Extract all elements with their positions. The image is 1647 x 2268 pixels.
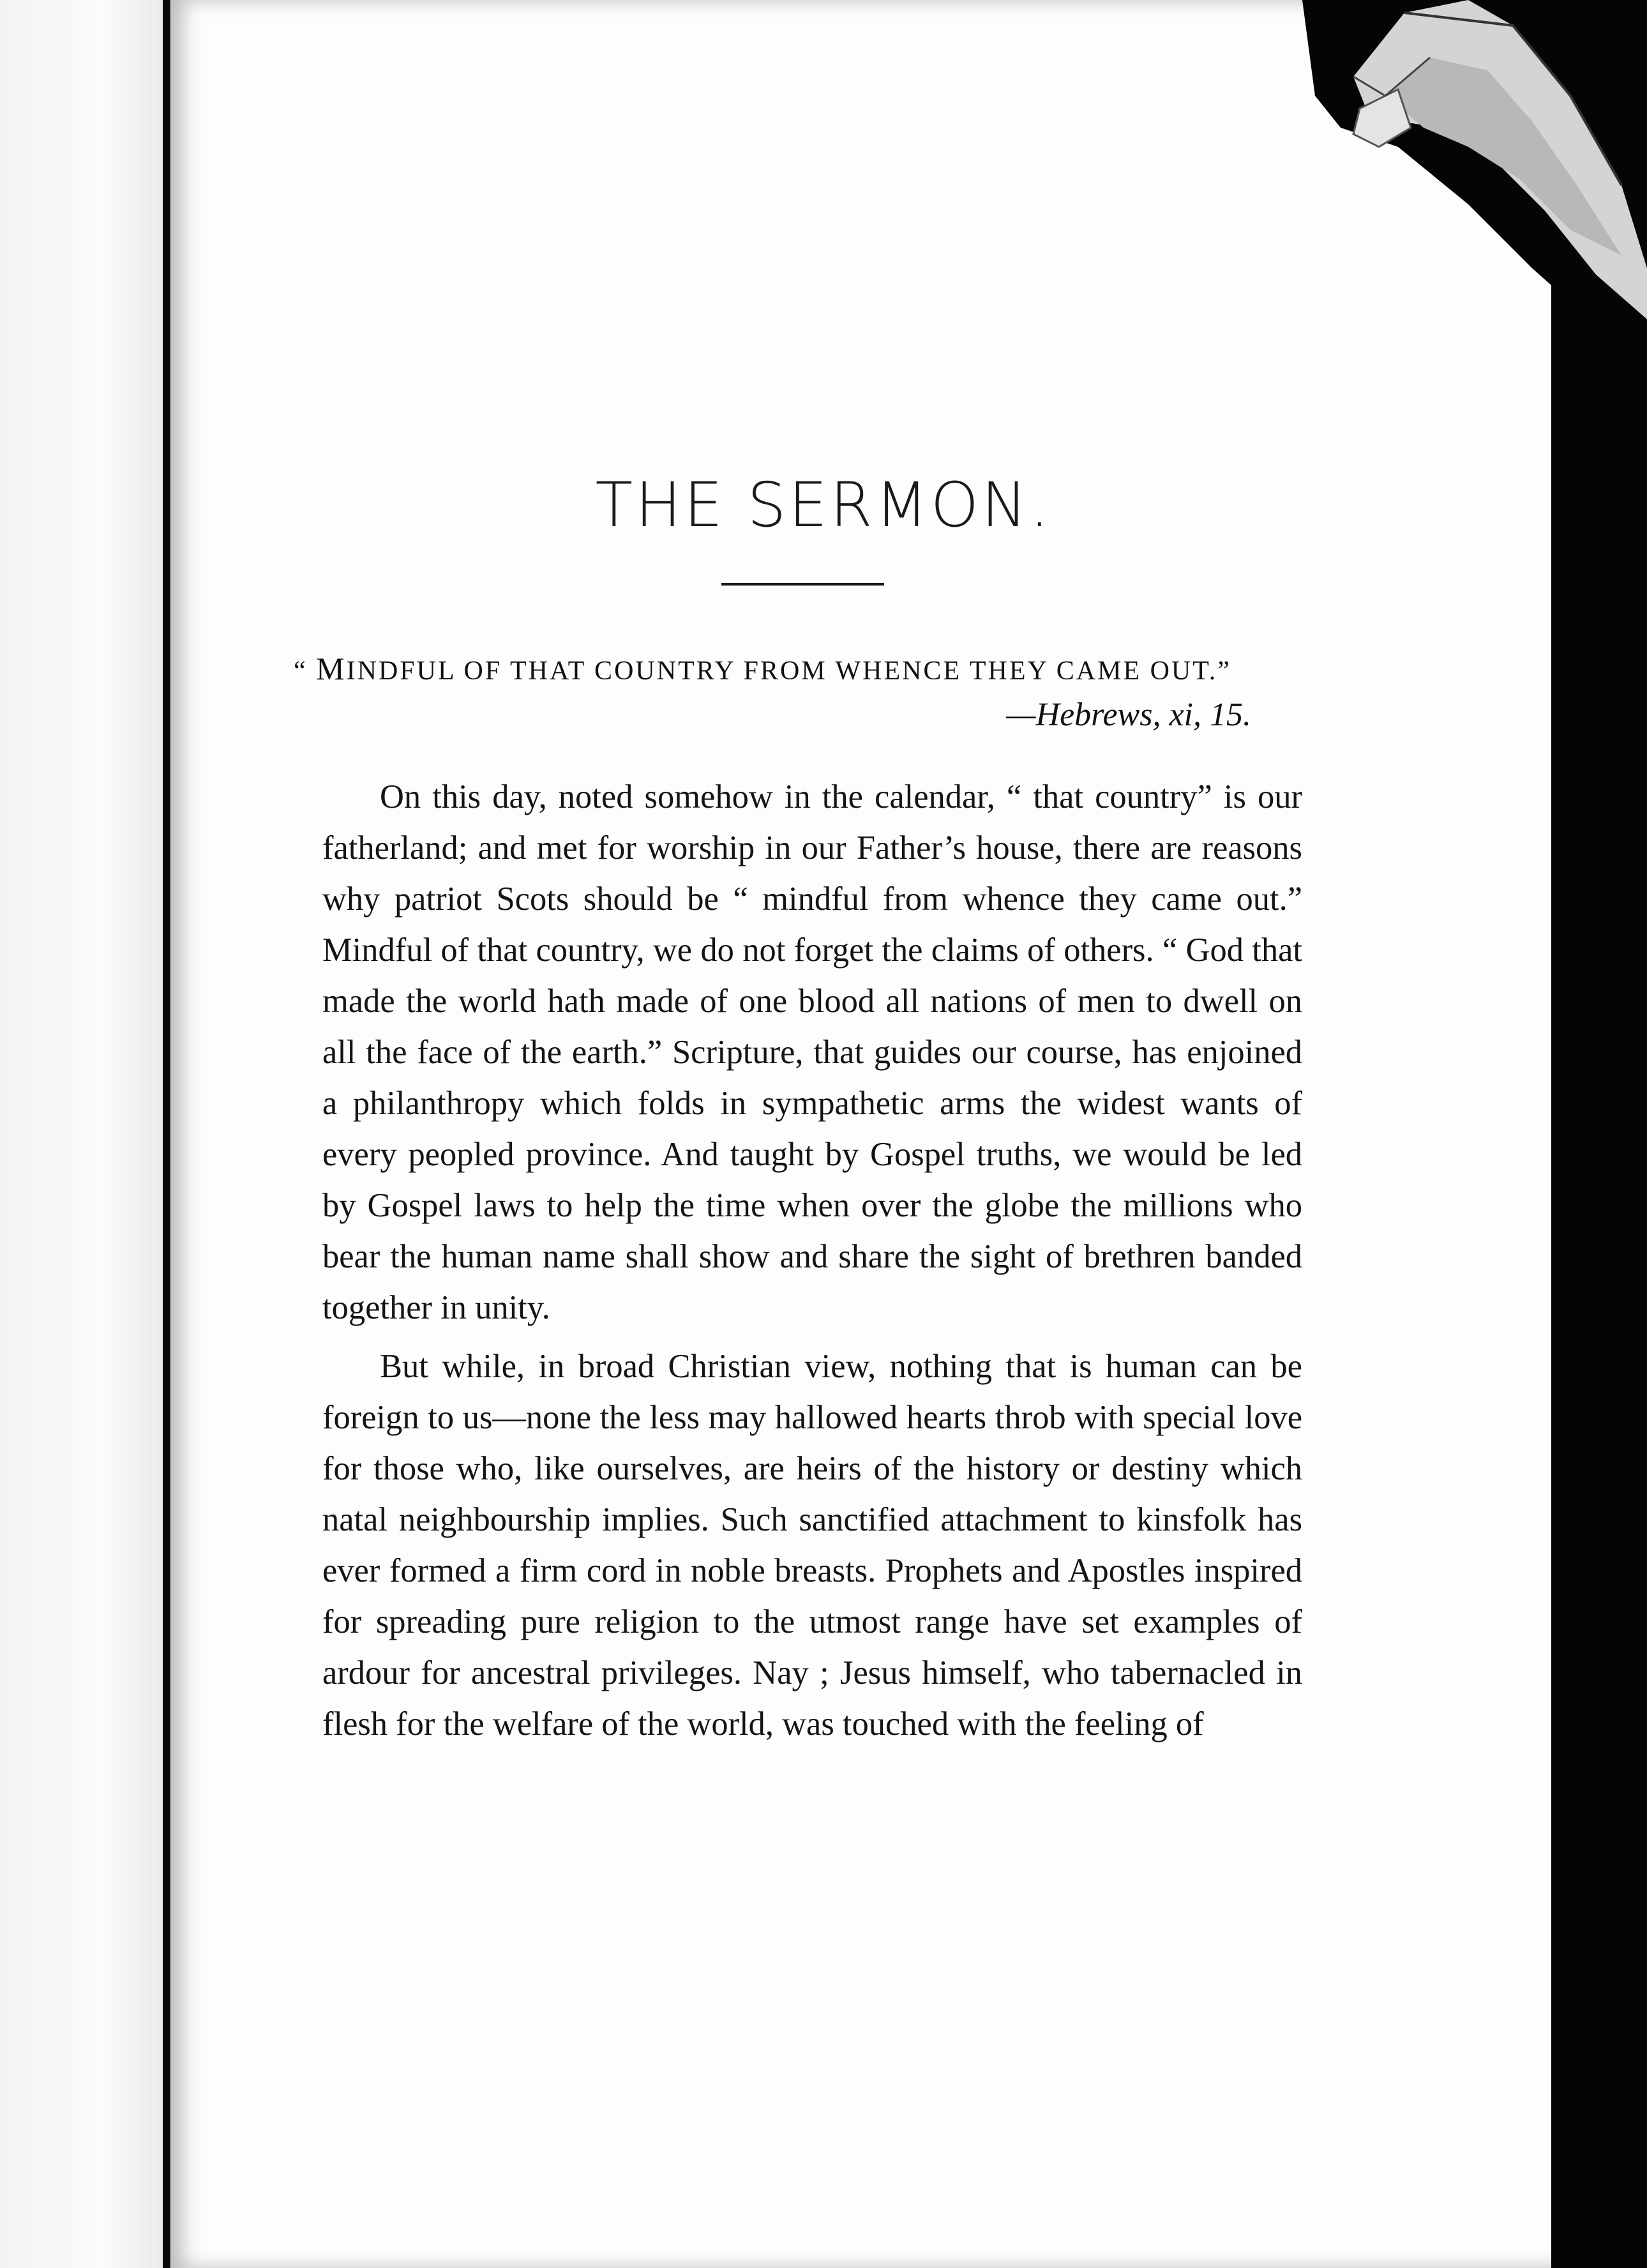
epigraph-citation: —Hebrews, xi, 15. xyxy=(1006,697,1251,733)
page-title: THE SERMON. xyxy=(595,469,1052,541)
title-divider xyxy=(721,583,884,586)
torn-corner-graphic xyxy=(1302,0,1647,358)
sermon-body xyxy=(322,771,1302,1750)
epigraph-open-quote: “ xyxy=(294,656,317,686)
epigraph-initial: M xyxy=(316,651,347,686)
epigraph-text: INDFUL OF THAT COUNTRY FROM WHENCE THEY CAME OUT.” xyxy=(346,656,1231,686)
page-right-shadow xyxy=(1551,275,1647,2268)
epigraph-quote xyxy=(294,650,1290,687)
page-gutter xyxy=(163,0,170,2268)
paragraph-1: On this day, noted somehow in the calendar, “ that country” is our fatherland; and met for worship in our Father’s house, there are reasons why patriot Scots should be “ mindful from whence they came out.” Mindful of that country, we do not forget the claims of others. “ God that made the world hath made of one blood all nations of men to dwell on all the face of the earth.” Scripture, that guides our course, has enjoined a philanthropy which folds in sympathetic arms the widest wants of every peopled province. And taught by Gospel truths, we would be led by Gospel laws to help the time when over the globe the millions who bear the human name shall show and share the sight of brethren banded together in unity. xyxy=(322,778,1302,1326)
paragraph-2: But while, in broad Christian view, nothing that is human can be foreign to us—none the less may hallowed hearts throb with special love for those who, like ourselves, are heirs of the history or destiny which natal neighbourship implies. Such sanctified attachment to kinsfolk has ever formed a firm cord in noble breasts. Prophets and Apostles inspired for spreading pure religion to the utmost range have set examples of ardour for ancestral privileges. Nay ; Jesus himself, who tabernacled in flesh for the welfare of the world, was touched with the feeling of xyxy=(322,1348,1302,1743)
facing-page-edge xyxy=(0,0,171,2268)
